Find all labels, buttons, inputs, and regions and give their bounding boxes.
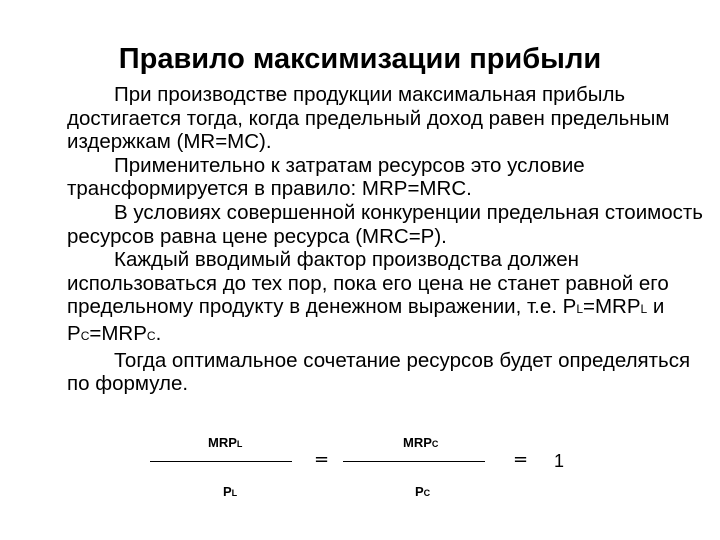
paragraph-profit-rule: При производстве продукции максимальная прибыль достигается тогда, когда предельный доход равен предельным издержкам (MR=MC). bbox=[67, 83, 670, 154]
formula-den2-sub: C bbox=[423, 488, 431, 498]
formula-numerator-1 bbox=[208, 435, 242, 452]
equals-sign-1: = bbox=[314, 449, 330, 470]
inline-p: P bbox=[562, 295, 577, 319]
inline-sub-c: C bbox=[80, 328, 90, 343]
inline-sub-l2: L bbox=[640, 302, 648, 317]
factor-usage-text: Каждый вводимый фактор производства должен использоваться до тех пор, пока его цена не станет равной его предельному продукту в денежном выражении, т.е. bbox=[67, 248, 669, 319]
formula-num2-text: MRP bbox=[403, 435, 432, 450]
fraction-bar-1 bbox=[150, 461, 292, 462]
inline-sub-l: L bbox=[576, 302, 583, 317]
formula-den1-sub: L bbox=[231, 488, 238, 498]
formula-num1-text: MRP bbox=[208, 435, 237, 450]
formula-denominator-1 bbox=[223, 484, 237, 501]
inline-sub-c2: C bbox=[146, 328, 156, 343]
formula-den2-text: P bbox=[415, 484, 424, 499]
formula-result: 1 bbox=[554, 451, 565, 471]
paragraph-perfect-competition: В условиях совершенной конкуренции предельная стоимость ресурсов равна цене ресурса (MRC=P). bbox=[67, 200, 703, 248]
formula-den1-text: P bbox=[223, 484, 232, 499]
paragraph-optimal-combination: Тогда оптимальное сочетание ресурсов будет определяться по формуле. bbox=[67, 348, 691, 396]
fraction-bar-2 bbox=[343, 461, 485, 462]
formula-num1-sub: L bbox=[236, 439, 243, 449]
inline-mrp: =MRP bbox=[583, 295, 641, 319]
inline-period: . bbox=[155, 321, 162, 345]
formula-num2-sub: C bbox=[431, 439, 439, 449]
inline-and-p: и P bbox=[67, 295, 665, 345]
formula-denominator-2 bbox=[415, 484, 430, 501]
inline-mrp2: =MRP bbox=[89, 321, 147, 345]
slide-title: Правило максимизации прибыли bbox=[118, 43, 602, 75]
paragraph-resource-rule: Применительно к затратам ресурсов это условие трансформируется в правило: MRP=MRC. bbox=[67, 153, 585, 201]
formula-numerator-2 bbox=[403, 435, 438, 452]
equals-sign-2: = bbox=[513, 449, 529, 470]
